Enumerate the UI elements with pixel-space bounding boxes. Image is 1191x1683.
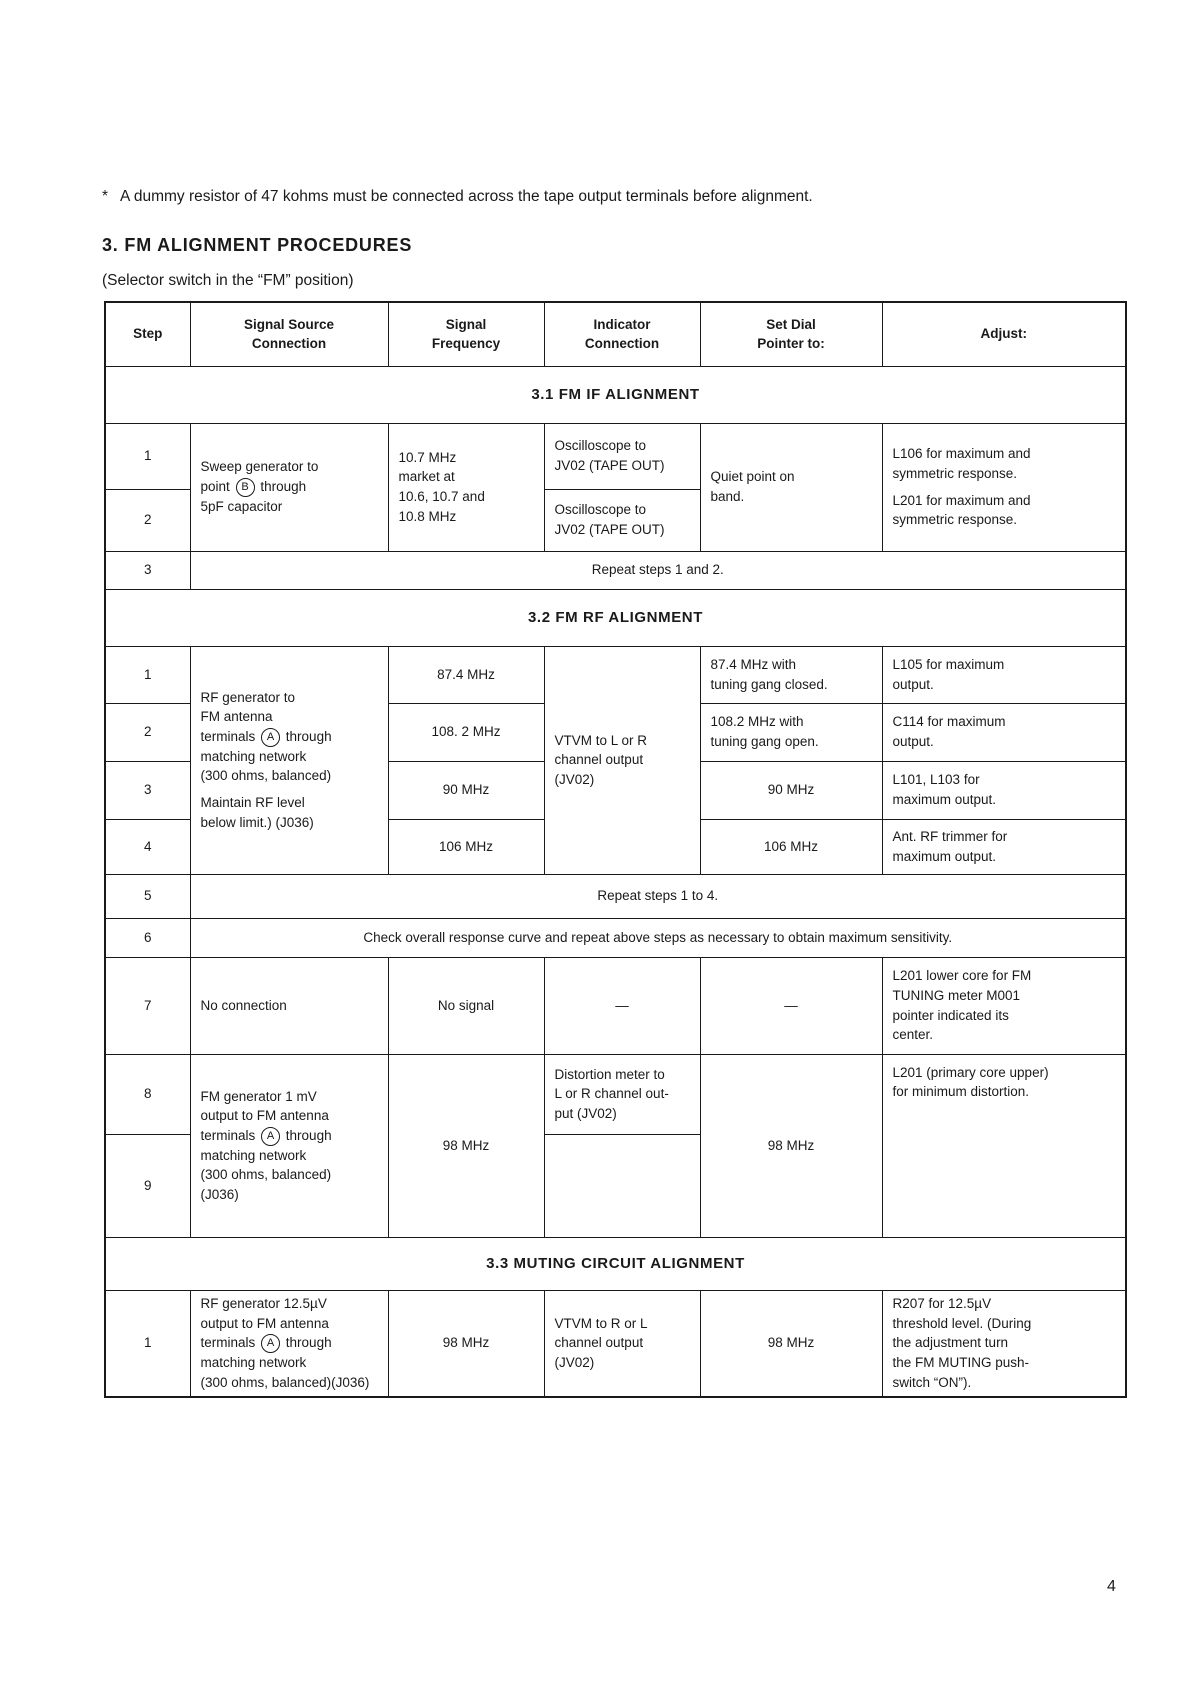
step-cell: 6 — [105, 918, 190, 957]
signal-frequency-cell: 98 MHz — [388, 1054, 544, 1237]
signal-frequency-cell: 10.7 MHz market at 10.6, 10.7 and 10.8 MHz — [388, 423, 544, 551]
repeat-steps-cell: Repeat steps 1 and 2. — [190, 551, 1126, 589]
step-cell: 1 — [105, 423, 190, 489]
step-cell: 2 — [105, 489, 190, 551]
adjust-cell: C114 for maximum output. — [882, 703, 1126, 761]
table-row — [105, 423, 1126, 489]
header-signal-source: Signal Source Connection — [190, 302, 388, 366]
dial-cell: Quiet point on band. — [700, 423, 882, 551]
step-cell: 5 — [105, 874, 190, 918]
adjust-cell: L201 (primary core upper) for minimum distortion. — [882, 1054, 1126, 1237]
signal-frequency-cell: 87.4 MHz — [388, 646, 544, 703]
terminal-a-marker: A — [261, 1334, 280, 1353]
selector-note: (Selector switch in the “FM” position) — [102, 272, 354, 289]
dial-cell: 90 MHz — [700, 761, 882, 819]
terminal-a-marker: A — [261, 1127, 280, 1146]
note-text: A dummy resistor of 47 kohms must be connected across the tape output terminals before alignment. — [120, 188, 813, 205]
adjust-cell: L201 lower core for FM TUNING meter M001 pointer indicated its center. — [882, 957, 1126, 1054]
header-set-dial: Set Dial Pointer to: — [700, 302, 882, 366]
adjust-cell: Ant. RF trimmer for maximum output. — [882, 819, 1126, 874]
adjust-cell: R207 for 12.5µV threshold level. (During the adjustment turn the FM MUTING push- switch “ON”). — [882, 1290, 1126, 1397]
signal-frequency-cell: 106 MHz — [388, 819, 544, 874]
indicator-cell: VTVM to L or R channel output (JV02) — [544, 646, 700, 874]
indicator-cell: Oscilloscope to JV02 (TAPE OUT) — [544, 423, 700, 489]
table-row — [105, 874, 1126, 918]
indicator-cell: — — [544, 957, 700, 1054]
step-cell: 7 — [105, 957, 190, 1054]
step-cell: 1 — [105, 646, 190, 703]
table-row — [105, 1290, 1126, 1397]
dial-cell: 108.2 MHz with tuning gang open. — [700, 703, 882, 761]
signal-source-cell: RF generator 12.5µV output to FM antenna terminals A through matching network (300 ohms, balanced)(J036) — [190, 1290, 388, 1397]
dummy-resistor-note — [102, 188, 813, 206]
step-cell: 4 — [105, 819, 190, 874]
step-cell: 9 — [105, 1134, 190, 1237]
dial-cell: 98 MHz — [700, 1054, 882, 1237]
signal-source-cell: Sweep generator to point B through 5pF capacitor — [190, 423, 388, 551]
indicator-cell: Oscilloscope to JV02 (TAPE OUT) — [544, 489, 700, 551]
table-row — [105, 551, 1126, 589]
step-cell: 2 — [105, 703, 190, 761]
header-signal-frequency: Signal Frequency — [388, 302, 544, 366]
dial-cell: 87.4 MHz with tuning gang closed. — [700, 646, 882, 703]
adjust-cell: L105 for maximum output. — [882, 646, 1126, 703]
step-cell: 3 — [105, 761, 190, 819]
table-row — [105, 918, 1126, 957]
signal-frequency-cell: 108. 2 MHz — [388, 703, 544, 761]
header-indicator-connection: Indicator Connection — [544, 302, 700, 366]
adjust-cell: L106 for maximum and symmetric response. L201 for maximum and symmetric response. — [882, 423, 1126, 551]
indicator-cell-empty — [544, 1134, 700, 1237]
section-title-if: 3.1 FM IF ALIGNMENT — [105, 366, 1126, 423]
section-heading: 3. FM ALIGNMENT PROCEDURES — [102, 235, 413, 255]
signal-source-cell: RF generator to FM antenna terminals A through matching network (300 ohms, balanced) Maintain RF level below limit.) (J036) — [190, 646, 388, 874]
header-adjust: Adjust: — [882, 302, 1126, 366]
signal-source-cell: No connection — [190, 957, 388, 1054]
table-row — [105, 1054, 1126, 1134]
header-step: Step — [105, 302, 190, 366]
terminal-a-marker: A — [261, 728, 280, 747]
signal-source-cell: FM generator 1 mV output to FM antenna terminals A through matching network (300 ohms, balanced) (J036) — [190, 1054, 388, 1237]
table-row — [105, 957, 1126, 1054]
adjust-cell: L101, L103 for maximum output. — [882, 761, 1126, 819]
signal-frequency-cell: 98 MHz — [388, 1290, 544, 1397]
indicator-cell: Distortion meter to L or R channel out- put (JV02) — [544, 1054, 700, 1134]
table-header-row — [105, 302, 1126, 366]
step-cell: 1 — [105, 1290, 190, 1397]
note-asterisk: * — [102, 188, 109, 205]
table-row — [105, 646, 1126, 703]
signal-frequency-cell: 90 MHz — [388, 761, 544, 819]
page-number: 4 — [1107, 1578, 1116, 1595]
dial-cell: — — [700, 957, 882, 1054]
signal-frequency-cell: No signal — [388, 957, 544, 1054]
dial-cell: 98 MHz — [700, 1290, 882, 1397]
indicator-cell: VTVM to R or L channel output (JV02) — [544, 1290, 700, 1397]
dial-cell: 106 MHz — [700, 819, 882, 874]
point-b-marker: B — [236, 478, 255, 497]
section-title-rf: 3.2 FM RF ALIGNMENT — [105, 589, 1126, 646]
check-response-cell: Check overall response curve and repeat above steps as necessary to obtain maximum sensitivity. — [190, 918, 1126, 957]
section-title-muting: 3.3 MUTING CIRCUIT ALIGNMENT — [105, 1237, 1126, 1290]
step-cell: 8 — [105, 1054, 190, 1134]
step-cell: 3 — [105, 551, 190, 589]
fm-alignment-table — [104, 301, 1127, 1398]
repeat-steps-cell: Repeat steps 1 to 4. — [190, 874, 1126, 918]
